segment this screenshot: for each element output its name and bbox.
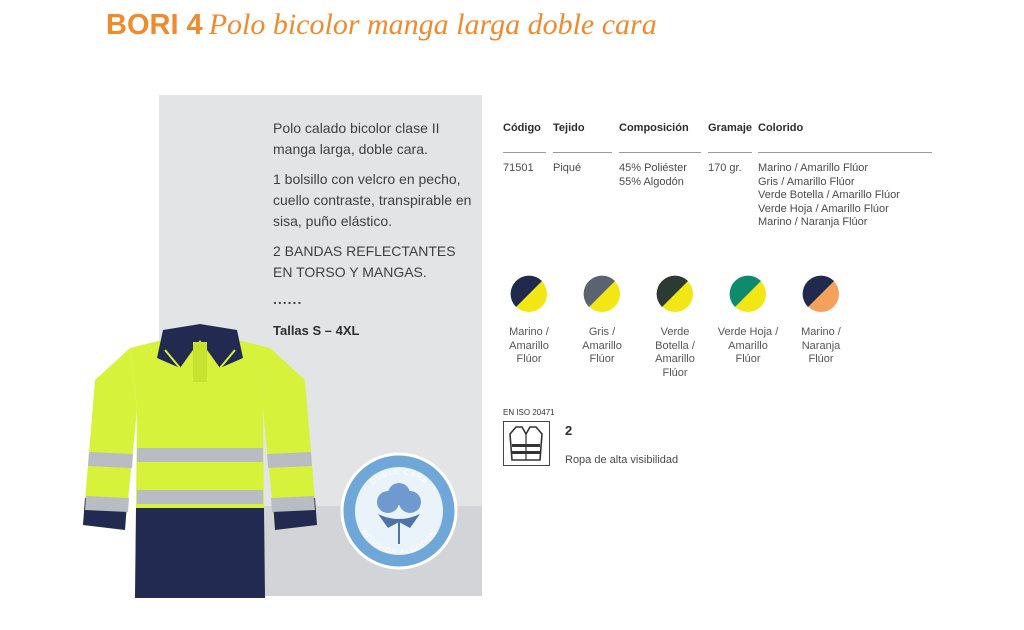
swatch-label bbox=[637, 326, 713, 380]
swatch-label-line: Flúor bbox=[735, 353, 761, 365]
header-rule bbox=[758, 152, 932, 153]
swatch-label-line: Flúor bbox=[516, 353, 542, 365]
swatch-label-line: Amarillo bbox=[728, 339, 768, 352]
swatch-label-line: Verde bbox=[660, 326, 690, 338]
color-line: Marino / Naranja Flúor bbox=[758, 216, 868, 228]
badge-bottom-text: INTERIOR ALGODÓN bbox=[359, 528, 439, 557]
swatch-label-line: Flúor bbox=[589, 353, 615, 365]
swatch-circle bbox=[729, 275, 767, 313]
color-swatch bbox=[802, 275, 840, 313]
sizes-label: Tallas S – 4XL bbox=[273, 323, 360, 338]
color-line: Verde Botella / Amarillo Flúor bbox=[758, 189, 900, 201]
composition-line: 45% Poliéster bbox=[619, 162, 687, 174]
swatch-circle bbox=[802, 275, 840, 313]
color-swatch bbox=[510, 275, 548, 313]
swatch-label bbox=[491, 326, 567, 367]
header-fabric: Tejido bbox=[553, 122, 585, 134]
cell-code: 71501 bbox=[503, 162, 534, 174]
doble-cara-badge bbox=[340, 452, 458, 570]
swatch-label-line: Naranja bbox=[801, 339, 841, 352]
header-rule bbox=[503, 152, 546, 153]
polo-shirt-image bbox=[75, 320, 325, 600]
color-line: Marino / Amarillo Flúor bbox=[758, 162, 869, 174]
swatch-label-line: Amarillo bbox=[582, 339, 622, 352]
header-code: Código bbox=[503, 122, 541, 134]
swatch-label-line: Amarillo bbox=[509, 339, 549, 352]
color-swatch bbox=[583, 275, 621, 313]
header-colors: Colorido bbox=[758, 122, 804, 134]
cell-colors bbox=[758, 162, 900, 230]
swatch-label-line: Amarillo bbox=[655, 353, 695, 365]
color-line: Verde Hoja / Amarillo Flúor bbox=[758, 202, 889, 215]
iso-description: Ropa de alta visibilidad bbox=[565, 454, 679, 466]
swatch-label-line: Flúor bbox=[662, 366, 688, 379]
header-rule bbox=[619, 152, 701, 153]
cell-fabric: Piqué bbox=[553, 162, 582, 174]
page-title bbox=[106, 8, 657, 42]
color-line: Gris / Amarillo Flúor bbox=[758, 175, 855, 188]
swatch-circle bbox=[510, 275, 548, 313]
swatch-label-line: Marino / bbox=[509, 326, 549, 338]
product-paragraph-1: Polo calado bicolor clase II manga larga, doble cara. bbox=[273, 120, 440, 157]
color-swatch bbox=[729, 275, 767, 313]
swatch-label-line: Gris / bbox=[588, 326, 616, 338]
swatch-label-line: Marino / bbox=[801, 326, 841, 338]
swatch-circle bbox=[583, 275, 621, 313]
swatch-label bbox=[783, 326, 859, 367]
product-paragraph-3: 2 BANDAS REFLECTANTES EN TORSO Y MANGAS. bbox=[273, 243, 456, 280]
iso-class: 2 bbox=[565, 423, 573, 438]
header-weight: Gramaje bbox=[708, 122, 753, 134]
badge-top-text: DOBLE CARA bbox=[368, 466, 430, 487]
composition-line: 55% Algodón bbox=[619, 175, 684, 188]
swatch-label-line: Flúor bbox=[808, 353, 834, 365]
header-rule bbox=[553, 152, 612, 153]
swatch-circle bbox=[656, 275, 694, 313]
hi-vis-vest-icon bbox=[503, 421, 550, 466]
product-model: BORI 4 bbox=[106, 9, 203, 41]
swatch-label-line: Verde Hoja / bbox=[717, 326, 779, 338]
swatch-label-line: Botella / bbox=[655, 339, 695, 352]
dots-separator: ...... bbox=[273, 291, 303, 307]
color-swatch bbox=[656, 275, 694, 313]
product-paragraph-2: 1 bolsillo con velcro en pecho, cuello contraste, transpirable en sisa, puño elástico. bbox=[273, 171, 472, 229]
cell-composition bbox=[619, 162, 687, 189]
swatch-label bbox=[564, 326, 640, 367]
swatch-label bbox=[710, 326, 786, 367]
cell-weight: 170 gr. bbox=[708, 162, 742, 174]
iso-standard: EN ISO 20471 bbox=[503, 408, 555, 417]
header-rule bbox=[708, 152, 752, 153]
product-description-title: Polo bicolor manga larga doble cara bbox=[208, 8, 657, 41]
header-composition: Composición bbox=[619, 122, 689, 134]
